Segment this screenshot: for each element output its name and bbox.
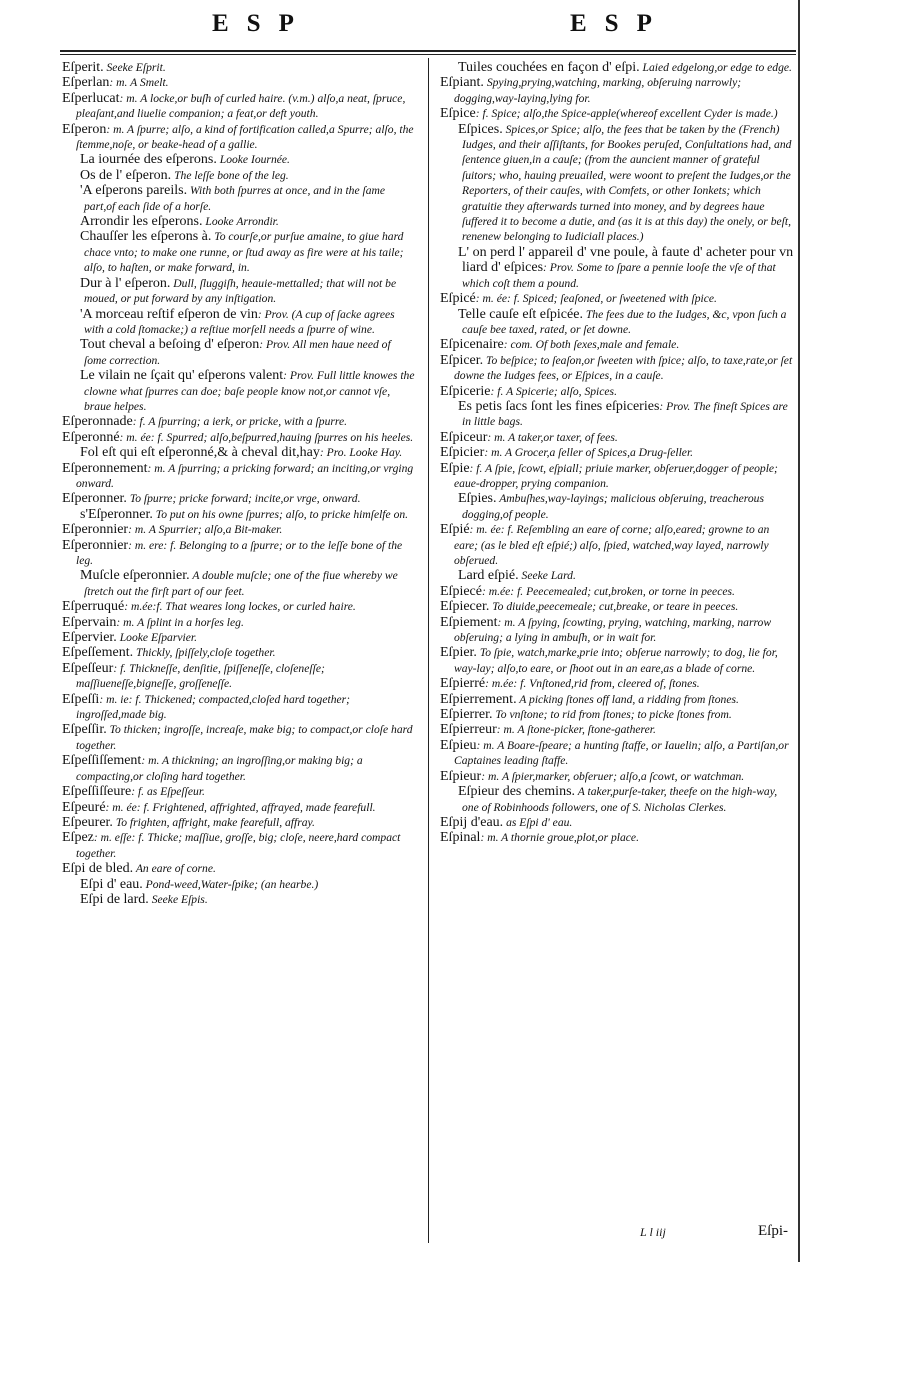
entry-gloss: : m. ée: f. Spiced; ſeaſoned, or ſweetened with ſpice. — [475, 292, 717, 306]
entry-headword: Eſpi d' eau. — [80, 876, 143, 892]
entry-headword: Eſpiement — [440, 614, 498, 630]
dictionary-entry — [440, 445, 794, 460]
entry-headword: Fol eſt qui eſt eſperonné,& à cheval dit,hay — [80, 445, 320, 461]
entry-headword: Eſperlucat — [62, 90, 120, 106]
entry-headword: Eſpervain — [62, 614, 117, 630]
entry-headword: Eſpinal — [440, 830, 481, 846]
entry-headword: Eſpiecé — [440, 583, 482, 599]
entry-gloss: : m. A ſpying, ſcowting, prying, watching, marking, narrow obſeruing; a lying in ambuſh, or in wait for. — [454, 615, 772, 645]
dictionary-entry — [440, 769, 794, 784]
entry-gloss: To courſe,or purſue amaine, to giue hard chace vnto; to make one runne, or ſtud away as fire were at his taile; alſo, to haſten, or make forward, in. — [84, 230, 404, 275]
entry-headword: Eſpice — [440, 106, 476, 122]
dictionary-entry — [62, 122, 416, 153]
entry-gloss: Looke Eſparvier. — [116, 631, 197, 645]
entry-gloss: Dull, ſluggiſh, heauie-mettalled; that will not be moued, or put forward by any inſtigation. — [84, 276, 397, 306]
dictionary-entry — [62, 861, 416, 876]
dictionary-entry — [62, 368, 416, 414]
entry-headword: Eſperonnade — [62, 414, 133, 430]
dictionary-entry — [440, 784, 794, 815]
entry-gloss: To thicken; ingroſſe, increaſe, make big; to compact,or cloſe hard together. — [76, 723, 413, 752]
entry-gloss: With both ſpurres at once, and in the ſame part,of each ſide of a horſe. — [84, 184, 386, 213]
entry-headword: Eſpierreur — [440, 722, 497, 738]
entry-gloss: : Pro. Looke Hay. — [319, 446, 403, 460]
entry-gloss: To diuide,peecemeale; cut,breake, or teare in peeces. — [489, 600, 739, 614]
entry-gloss: : m. A ſpurring; a pricking forward; an inciting,or vrging onward. — [76, 461, 414, 490]
entry-gloss: : Prov. All men haue need of ſome correction. — [84, 338, 391, 367]
entry-headword: Eſpicer. — [440, 352, 484, 368]
entry-headword: 'A morceau reſtif eſperon de vin — [80, 306, 258, 322]
entry-gloss: An eare of corne. — [133, 862, 216, 876]
dictionary-entry — [62, 307, 416, 338]
entry-headword: Eſpeſſeur — [62, 660, 114, 676]
dictionary-entry — [440, 353, 794, 384]
dictionary-entry — [62, 692, 416, 723]
entry-headword: Eſperlan — [62, 75, 110, 91]
dictionary-entry — [62, 445, 416, 460]
entry-gloss: A picking ſtones off land, a ridding from ſtones. — [516, 692, 739, 706]
dictionary-entry — [62, 183, 416, 214]
entry-headword: Lard eſpié. — [458, 568, 519, 584]
dictionary-entry — [440, 738, 794, 769]
dictionary-entry — [62, 538, 416, 569]
entry-gloss: : f. A ſpurring; a ierk, or pricke, with a ſpurre. — [132, 415, 348, 429]
dictionary-entry — [62, 507, 416, 522]
dictionary-entry — [440, 815, 794, 830]
dictionary-entry — [62, 91, 416, 122]
entry-gloss: : com. Of both ſexes,male and female. — [503, 338, 680, 352]
signature-mark: L l iij — [640, 1225, 666, 1239]
entry-gloss: Spices,or Spice; alſo, the fees that be taken by the (French) Iudges, and their aſſiſtants, for Bookes peruſed, Conſultations had, and ſentence giuen,in a cauſe; (from the auncient manner of grateful ſuitors; who, hauing preuailed, were woont to preſent the Iudges,or the Reporters, of their cauſes, with Comfets, or other Ionkets; which gratuitie they afterwards turned into money, and by degrees haue ſuffered it to become a dutie, and (as it is at this day) the onely, or beſt, renenew belonging to Iudiciall places.) — [462, 122, 792, 244]
entry-headword: s'Eſperonner. — [80, 506, 153, 522]
entry-gloss: : f. as Eſpeſſeur. — [131, 785, 205, 799]
entry-gloss: The leſſe bone of the leg. — [171, 168, 289, 182]
entry-headword: Eſperonnier — [62, 522, 129, 538]
page-edge — [798, 0, 800, 1262]
entry-headword: Eſpié — [440, 522, 470, 538]
entry-gloss: : Prov. Some to ſpare a pennie looſe the vſe of that which coſt them a pound. — [462, 261, 776, 290]
entry-headword: Eſpeuré — [62, 799, 106, 815]
entry-gloss: : m. A thornie groue,plot,or place. — [480, 831, 639, 845]
entry-gloss: : m. A Smelt. — [109, 76, 169, 90]
entry-headword: Eſpicerie — [440, 383, 491, 399]
entry-headword: Eſperruqué — [62, 599, 125, 615]
entry-headword: La iournée des eſperons. — [80, 152, 217, 168]
entry-headword: Eſpicé — [440, 291, 476, 307]
running-header — [64, 10, 794, 46]
entry-gloss: : m. A Grocer,a ſeller of Spices,a Drug-ſeller. — [484, 446, 694, 460]
dictionary-entry — [440, 307, 794, 338]
entry-headword: Eſpieur des chemins. — [458, 784, 576, 800]
entry-gloss: : f. Spice; alſo,the Spice-apple(whereof excellent Cyder is made.) — [475, 107, 778, 121]
dictionary-entry — [62, 568, 416, 599]
entry-headword: Eſpieur — [440, 768, 482, 784]
entry-gloss: : m.ée: f. Vnſtoned,rid from, cleered of, ſtones. — [485, 677, 700, 691]
dictionary-entry — [440, 337, 794, 352]
entry-headword: Eſpies. — [458, 491, 497, 507]
entry-gloss: : m. A ſplint in a horſes leg. — [116, 615, 244, 629]
entry-headword: L' on perd l' appareil d' vne poule, à faute d' acheter pour vn liard d' eſpices — [458, 244, 794, 276]
left-column — [62, 60, 416, 907]
entry-gloss: : f. A Spicerie; alſo, Spices. — [490, 384, 617, 398]
dictionary-entry — [440, 291, 794, 306]
entry-headword: Tuiles couchées en façon d' eſpi. — [458, 60, 640, 75]
entry-headword: Eſpie — [440, 460, 470, 476]
dictionary-entry — [62, 830, 416, 861]
dictionary-entry — [62, 877, 416, 892]
dictionary-entry — [62, 661, 416, 692]
entry-headword: Eſpicier — [440, 445, 485, 461]
entry-headword: Eſpier. — [440, 645, 477, 661]
entry-gloss: : m. eſſe: f. Thicke; maſſiue, groſſe, big; cloſe, neere,hard compact together. — [76, 831, 401, 860]
entry-headword: Os de l' eſperon. — [80, 167, 172, 183]
dictionary-entry — [440, 60, 794, 75]
entry-gloss: Seeke Eſpis. — [148, 892, 208, 906]
dictionary-entry — [62, 800, 416, 815]
dictionary-entry — [440, 707, 794, 722]
entry-headword: Eſpeſſi — [62, 691, 100, 707]
entry-headword: Eſpierrement. — [440, 691, 517, 707]
entry-gloss: : Prov. (A cup of ſacke agrees with a cold ſtomacke;) a reſtiue morſell needs a ſpurre of wine. — [84, 307, 395, 336]
entry-headword: 'A eſperons pareils. — [80, 183, 188, 199]
entry-headword: Le vilain ne ſçait qu' eſperons valent — [80, 368, 284, 384]
dictionary-entry — [440, 522, 794, 568]
header-right: ESP — [570, 10, 670, 37]
entry-gloss: : m.ée: f. Peecemealed; cut,broken, or torne in peeces. — [481, 584, 735, 598]
dictionary-entry — [440, 676, 794, 691]
entry-headword: Eſpeſſiſſeure — [62, 784, 132, 800]
entry-gloss: To ſpurre; pricke forward; incite,or vrge, onward. — [126, 492, 361, 506]
dictionary-entry — [440, 75, 794, 106]
entry-headword: Eſpervier. — [62, 630, 117, 646]
dictionary-entry — [62, 60, 416, 75]
entry-headword: Eſpiecer. — [440, 599, 490, 615]
dictionary-entry — [440, 461, 794, 492]
entry-headword: Eſperit. — [62, 60, 104, 75]
entry-headword: Arrondir les eſperons. — [80, 214, 203, 230]
entry-headword: Muſcle eſperonnier. — [80, 568, 190, 584]
entry-headword: Eſperon — [62, 121, 107, 137]
dictionary-entry — [62, 214, 416, 229]
entry-gloss: : f. Thickneſſe, denſitie, ſpiſſeneſſe, cloſeneſſe; maſſiueneſſe,bigneſſe, groſſeneſſe. — [76, 661, 325, 691]
entry-gloss: : Prov. The fineſt Spices are in little bags. — [462, 399, 788, 429]
entry-gloss: Spying,prying,watching, marking, obſeruing narrowly; dogging,way-laying,lying for. — [454, 76, 742, 105]
dictionary-entry — [440, 645, 794, 676]
page-footer — [440, 1223, 800, 1247]
dictionary-entry — [62, 645, 416, 660]
entry-headword: Eſperonné — [62, 429, 120, 445]
entry-headword: Eſpi de bled. — [62, 861, 134, 877]
dictionary-entry — [62, 753, 416, 784]
entry-gloss: : m. A taker,or taxer, of fees. — [487, 430, 618, 444]
entry-headword: Eſperonnier — [62, 537, 129, 553]
column-divider — [428, 58, 429, 1243]
entry-gloss: Looke Arrondir. — [202, 215, 279, 229]
entry-headword: Eſpij d'eau. — [440, 814, 504, 830]
entry-gloss: To beſpice; to ſeaſon,or ſweeten with ſpice; alſo, to taxe,rate,or ſet downe the Iudges fees, or Eſpices, in a cauſe. — [454, 353, 793, 383]
dictionary-entry — [440, 399, 794, 430]
dictionary-entry — [440, 722, 794, 737]
dictionary-entry — [440, 430, 794, 445]
entry-gloss: Seeke Lard. — [518, 569, 576, 583]
entry-gloss: : m. A Boare-ſpeare; a hunting ſtaffe, or Iauelin; alſo, a Partiſan,or Captaines leading ſtaffe. — [454, 738, 789, 768]
dictionary-entry — [62, 337, 416, 368]
entry-headword: Eſpeſſiſſement — [62, 753, 142, 769]
entry-headword: Eſpiant. — [440, 75, 484, 91]
entry-headword: Chauſſer les eſperons à. — [80, 229, 212, 245]
entry-gloss: : f. A ſpie, ſcowt, eſpiall; priuie marker, obſeruer,dogger of people; eaue-dropper, prying companion. — [454, 461, 778, 490]
entry-gloss: : m. A thickning; an ingroſſing,or making big; a compacting,or cloſing hard together. — [76, 754, 363, 783]
entry-gloss: To put on his owne ſpurres; alſo, to pricke himſelfe on. — [152, 507, 409, 521]
entry-gloss: The fees due to the Iudges, &c, vpon ſuch a cauſe bee taxed, rated, or ſet downe. — [462, 307, 787, 336]
entry-gloss: Laied edgelong,or edge to edge. — [639, 61, 792, 74]
entry-headword: Eſperonnement — [62, 460, 148, 476]
entry-headword: Dur à l' eſperon. — [80, 275, 171, 291]
dictionary-entry — [62, 784, 416, 799]
dictionary-entry — [62, 229, 416, 275]
entry-gloss: : m. A Spurrier; alſo,a Bit-maker. — [128, 523, 283, 537]
dictionary-entry — [62, 815, 416, 830]
entry-headword: Telle cauſe eſt eſpicée. — [458, 306, 583, 322]
entry-gloss: To frighten, affright, make fearefull, affray. — [112, 815, 315, 829]
entry-gloss: : Prov. Full little knowes the clowne what ſpurres can doe; baſe people know not,or cannot vſe, braue helpes. — [84, 369, 415, 413]
entry-headword: Eſpieu — [440, 737, 477, 753]
dictionary-entry — [440, 491, 794, 522]
dictionary-entry — [440, 830, 794, 845]
header-rule — [60, 50, 796, 52]
header-left: ESP — [212, 10, 312, 37]
entry-gloss: : m. ere: f. Belonging to a ſpurre; or to the leſſe bone of the leg. — [76, 538, 403, 567]
header-rule-thin — [60, 54, 796, 55]
entry-gloss: Pond-weed,Water-ſpike; (an hearbe.) — [142, 877, 319, 891]
dictionary-entry — [440, 692, 794, 707]
entry-gloss: Looke Iournée. — [216, 153, 290, 167]
dictionary-entry — [62, 75, 416, 90]
entry-headword: Tout cheval a beſoing d' eſperon — [80, 337, 260, 353]
entry-gloss: : m. A locke,or buſh of curled haire. (v.m.) alſo,a neat, ſpruce, pleaſant,and liuelie companion; a feat,or deft youth. — [76, 91, 406, 121]
dictionary-entry — [62, 522, 416, 537]
entry-gloss: To vnſtone; to rid from ſtones; to picke ſtones from. — [492, 708, 732, 722]
entry-headword: Eſpeurer. — [62, 814, 113, 830]
entry-gloss: : m. ie: f. Thickened; compacted,cloſed hard together; ingroſſed,made big. — [76, 692, 351, 722]
dictionary-entry — [440, 615, 794, 646]
entry-gloss: : m. ée: f. Frightened, affrighted, affrayed, made fearefull. — [105, 800, 376, 814]
entry-gloss: To ſpie, watch,marke,prie into; obſerue narrowly; to dog, lie for, way-lay; alſo,to eare, or ſhoot out in an eare,as a blade of corne. — [454, 646, 778, 675]
catchword: Eſpi- — [758, 1223, 788, 1239]
dictionary-entry — [62, 461, 416, 492]
entry-headword: Eſpeſſir. — [62, 722, 107, 738]
dictionary-entry — [440, 384, 794, 399]
dictionary-entry — [62, 615, 416, 630]
dictionary-entry — [62, 168, 416, 183]
entry-gloss: : m.ée:f. That weares long lockes, or curled haire. — [124, 600, 356, 614]
dictionary-entry — [440, 599, 794, 614]
entry-headword: Eſpeſſement. — [62, 645, 134, 661]
entry-gloss: Seeke Eſprit. — [103, 61, 166, 74]
entry-gloss: : m. A ſpurre; alſo, a kind of fortification called,a Spurre; alſo, the ſtemme,noſe, or beake-head of a gallie. — [76, 122, 414, 152]
dictionary-entry — [62, 722, 416, 753]
entry-gloss: A double muſcle; one of the fiue whereby we ſtretch out the firſt part of our feet. — [84, 569, 398, 598]
dictionary-entry — [62, 414, 416, 429]
entry-gloss: as Eſpi d' eau. — [503, 815, 573, 829]
entry-headword: Eſperonner. — [62, 491, 127, 507]
entry-gloss: : m. A ſpier,marker, obſeruer; alſo,a ſcowt, or watchman. — [481, 769, 745, 783]
dictionary-entry — [440, 584, 794, 599]
dictionary-entry — [62, 491, 416, 506]
entry-gloss: : m. ée: f. Reſembling an eare of corne; alſo,eared; growne to an eare; (as le bled eſt eſpié;) alſo, ſpied, watched,way layed, narrowly obſerued. — [454, 523, 770, 567]
dictionary-entry — [62, 630, 416, 645]
entry-gloss: : m. A ſtone-picker, ſtone-gatherer. — [496, 723, 656, 737]
dictionary-entry — [62, 430, 416, 445]
right-column — [440, 60, 794, 846]
entry-gloss: A taker,purſe-taker, theefe on the high-way, one of Robinhoods followers, one of S. Nicholas Clerkes. — [462, 785, 778, 814]
entry-headword: Eſpierrer. — [440, 707, 493, 723]
dictionary-entry — [440, 122, 794, 245]
dictionary-entry — [440, 245, 794, 291]
dictionary-entry — [62, 276, 416, 307]
entry-gloss: Ambuſhes,way-layings; malicious obſeruing, treacherous dogging,of people. — [462, 492, 764, 521]
entry-gloss: : m. ée: f. Spurred; alſo,beſpurred,hauing ſpurres on his heeles. — [119, 430, 414, 444]
entry-headword: Eſpez — [62, 830, 94, 846]
dictionary-entry — [62, 599, 416, 614]
entry-headword: Eſpicenaire — [440, 337, 504, 353]
entry-headword: Es petis ſacs ſont les fines eſpiceries — [458, 398, 660, 414]
dictionary-entry — [440, 568, 794, 583]
entry-headword: Eſpierré — [440, 676, 486, 692]
entry-headword: Eſpices. — [458, 121, 503, 137]
entry-headword: Eſpiceur — [440, 429, 488, 445]
dictionary-entry — [62, 152, 416, 167]
entry-headword: Eſpi de lard. — [80, 891, 149, 907]
entry-gloss: Thickly, ſpiſſely,cloſe together. — [133, 646, 276, 660]
dictionary-entry — [62, 892, 416, 907]
dictionary-entry — [440, 106, 794, 121]
